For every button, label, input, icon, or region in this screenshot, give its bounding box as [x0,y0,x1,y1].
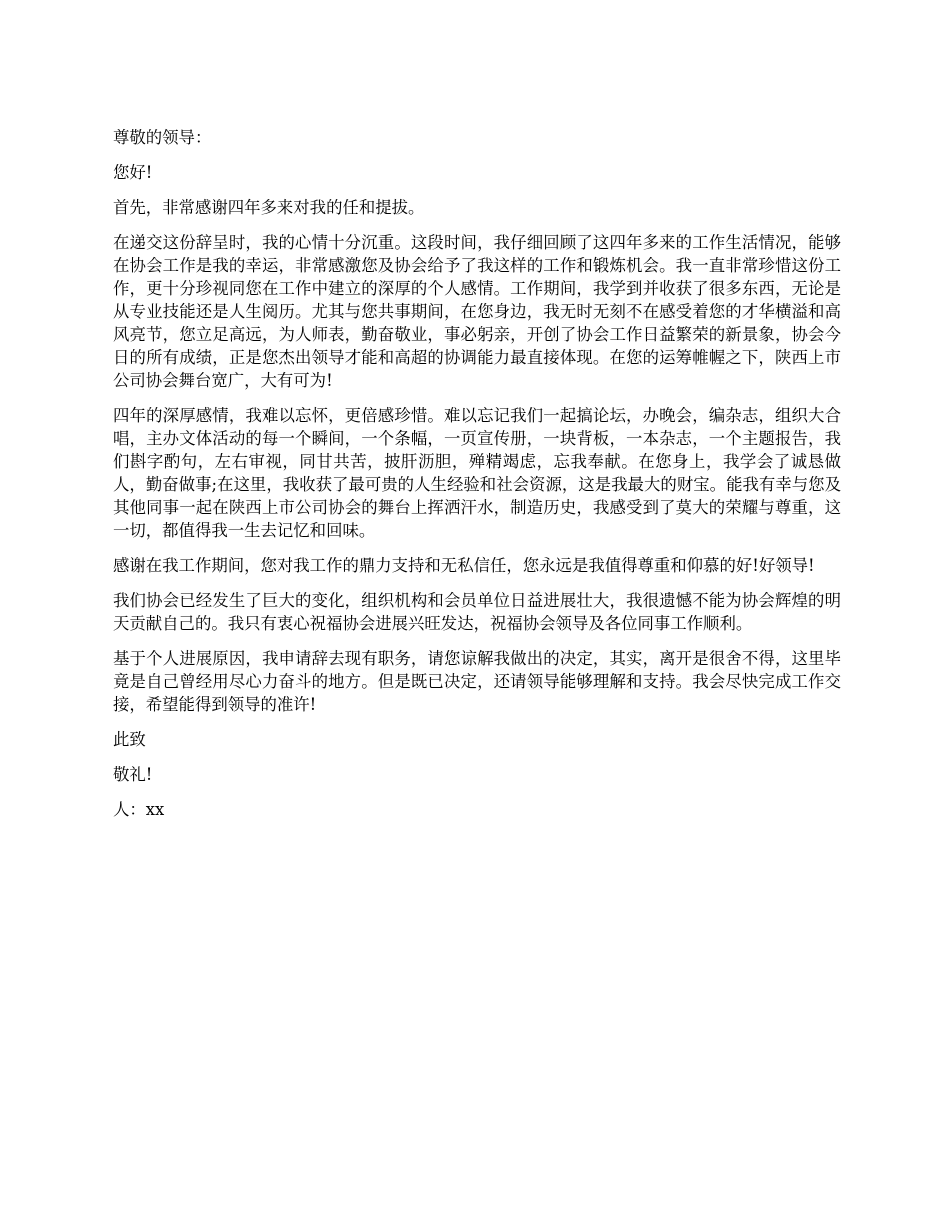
letter-body [113,126,841,833]
paragraph-resignation-feelings: 在递交这份辞呈时，我的心情十分沉重。这段时间，我仔细回顾了这四年多来的工作生活情况，能够在协会工作是我的幸运，非常感激您及协会给予了我这样的工作和锻炼机会。我一直非常珍惜这份工作，更十分珍视同您在工作中建立的深厚的个人感情。工作期间，我学到并收获了很多东西，无论是从专业技能还是人生阅历。尤其与您共事期间，在您身边，我无时无刻不在感受着您的才华横溢和高风亮节，您立足高远，为人师表，勤奋敬业，事必躬亲，开创了协会工作日益繁荣的新景象，协会今日的所有成绩，正是您杰出领导才能和高超的协调能力最直接体现。在您的运筹帷幄之下，陕西上市公司协会舞台宽广，大有可为! [113,233,841,390]
paragraph-thanks: 首先，非常感谢四年多来对我的任和提拔。 [113,198,425,217]
paragraph-request: 基于个人进展原因，我申请辞去现有职务，请您谅解我做出的决定，其实，离开是很舍不得，这里毕竟是自己曾经用尽心力奋斗的地方。但是既已决定，还请领导能够理解和支持。我会尽快完成工作交接，希望能得到领导的准许! [113,649,841,714]
closing: 此致 [113,730,146,749]
greeting: 您好! [113,163,153,182]
paragraph-memories: 四年的深厚感情，我难以忘怀，更倍感珍惜。难以忘记我们一起搞论坛，办晚会，编杂志，组织大合唱，主办文体活动的每一个瞬间，一个条幅，一页宣传册，一块背板，一本杂志，一个主题报告，我们斟字酌句，左右审视，同甘共苦，披肝沥胆，殚精竭虑，忘我奉献。在您身上，我学会了诚恳做人，勤奋做事;在这里，我收获了最可贵的人生经验和社会资源，这是我最大的财宝。能我有幸与您及其他同事一起在陕西上市公司协会的舞台上挥洒汗水，制造历史，我感受到了莫大的荣耀与尊重，这一切，都值得我一生去记忆和回味。 [113,406,841,540]
regards: 敬礼! [113,765,153,784]
salutation: 尊敬的领导： [113,128,212,147]
paragraph-wishes: 我们协会已经发生了巨大的变化，组织机构和会员单位日益进展壮大，我很遗憾不能为协会辉煌的明天贡献自己的。我只有衷心祝福协会进展兴旺发达，祝福协会领导及各位同事工作顺利。 [113,591,841,633]
signature: 人：xx [113,800,165,819]
paragraph-gratitude: 感谢在我工作期间，您对我工作的鼎力支持和无私信任，您永远是我值得尊重和仰慕的好!好领导! [113,556,815,575]
